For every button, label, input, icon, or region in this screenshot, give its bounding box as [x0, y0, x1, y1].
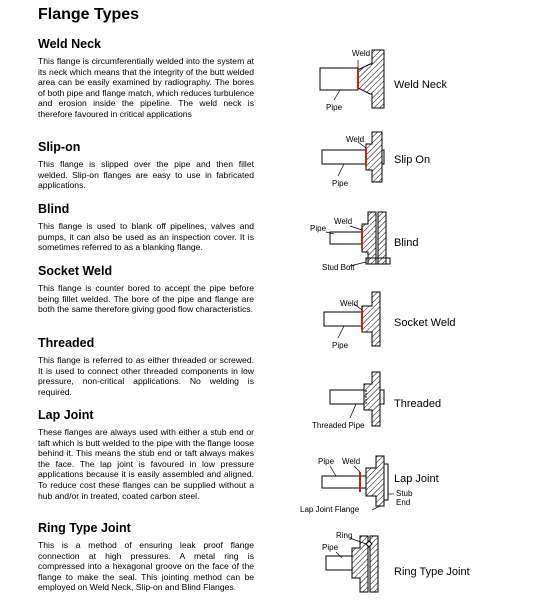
diagram-name-weld-neck: Weld Neck — [394, 79, 447, 91]
blind-plate-shape — [378, 212, 386, 264]
threaded-diagram — [300, 370, 538, 434]
diagram-name-blind: Blind — [394, 237, 419, 249]
section-title-blind: Blind — [38, 202, 70, 216]
stub-end-shape — [384, 464, 388, 500]
flange-shape — [362, 292, 380, 346]
diagram-name-socket-weld: Socket Weld — [394, 317, 456, 329]
page-title: Flange Types — [38, 6, 140, 23]
section-body-threaded: This flange is referred to as either threaded or screwed. It is used to connect other threaded components in low pressure, non-critical applications. No welding is required. — [38, 355, 254, 397]
section-title-socket-weld: Socket Weld — [38, 264, 113, 278]
diagram-name-slip-on: Slip On — [394, 154, 431, 166]
section-body-socket-weld: This flange is counter bored to accept the pipe before being fillet welded. The bore of the pipe and flange are both the same therefore giving good flow characteristics. — [38, 283, 254, 315]
blind-diagram — [300, 210, 538, 274]
section-title-slip-on: Slip-on — [38, 140, 81, 154]
section-title-weld-neck: Weld Neck — [38, 37, 101, 51]
socket-weld-diagram — [300, 290, 538, 352]
section-body-lap-joint: These flanges are always used with either a stub end or taft which is butt welded to the pipe with the flange loose behind it. This means the stub end or taft always makes the face. The lap joint is favoured in low pressure applications because it is easily assembled and aligned. To reduce cost these flanges can be supplied without a hub and/or in treated, coated carbon steel. — [38, 427, 254, 501]
pipe-label: Pipe — [326, 103, 343, 112]
section-body-ring-type-joint: This is a method of ensuring leak proof flange connection at high pressures. A metal ring is compressed into a hexagonal groove on the face of the flange to make the seal. This jointing method can be employed on Weld Neck, Slip-on and Blind Flanges. — [38, 540, 254, 593]
section-title-lap-joint: Lap Joint — [38, 408, 94, 422]
lap-joint-diagram — [300, 454, 538, 516]
pipe-shape — [330, 232, 364, 244]
section-title-ring-type-joint: Ring Type Joint — [38, 521, 131, 535]
stub-label: Stub — [396, 489, 413, 498]
weld-neck-diagram — [300, 40, 538, 122]
pipe-label: Pipe — [332, 341, 349, 350]
weld-label: Weld — [352, 49, 371, 58]
pipe-label: Pipe — [322, 543, 339, 552]
weld-label: Weld — [340, 299, 359, 308]
pipe-label: Pipe — [318, 457, 335, 466]
lap-joint-flange-label: Lap Joint Flange — [300, 505, 360, 514]
section-body-weld-neck: This flange is circumferentially welded into the system at its neck which means that the integrity of the butt welded area can be easily examined by radiography. The bores of both pipe and flange match, which reduces turbulence and erosion inside the pipeline. The weld neck is therefore favoured in critical applications — [38, 56, 254, 119]
diagram-name-lap-joint: Lap Joint — [394, 473, 439, 485]
flange-shape — [358, 50, 384, 108]
flange-shape — [366, 456, 384, 506]
end-label: End — [396, 498, 411, 507]
pipe-label: Pipe — [332, 179, 349, 188]
slip-on-diagram — [300, 130, 538, 192]
diagram-name-threaded: Threaded — [394, 398, 442, 410]
weld-label: Weld — [346, 135, 365, 144]
pipe-label: Pipe — [310, 224, 327, 233]
stud-bolt-label: Stud Bolt — [322, 263, 355, 272]
weld-label: Weld — [334, 217, 353, 226]
pipe-shape — [320, 68, 358, 90]
section-body-slip-on: This flange is slipped over the pipe and then fillet welded. Slip-on flanges are easy to use in fabricated applications. — [38, 159, 254, 191]
ring-type-joint-diagram — [300, 530, 538, 606]
threaded-pipe-label: Threaded Pipe — [312, 421, 365, 430]
section-body-blind: This flange is used to blank off pipelines, valves and pumps, it can also be used as an inspection cover. It is sometimes referred to as a blanking flange. — [38, 221, 254, 253]
flange-left-shape — [352, 536, 368, 592]
ring-label: Ring — [336, 531, 353, 540]
section-title-threaded: Threaded — [38, 336, 95, 350]
flange-shape — [362, 212, 376, 264]
flange-shape — [366, 132, 382, 182]
diagram-name-ring-type-joint: Ring Type Joint — [394, 566, 470, 578]
weld-label: Weld — [342, 457, 361, 466]
